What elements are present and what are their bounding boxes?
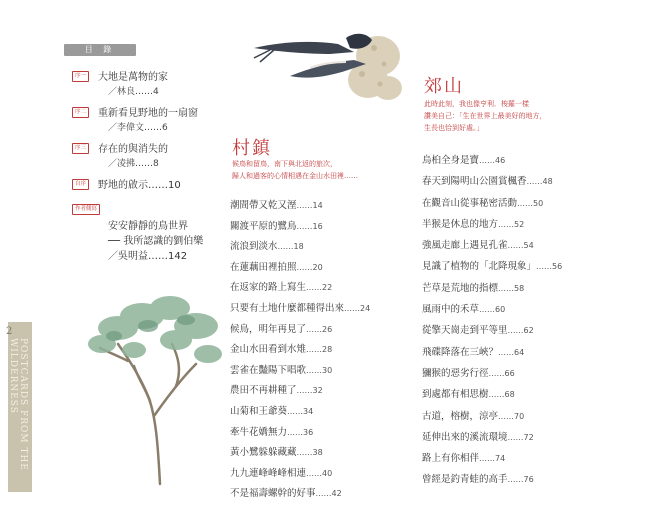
- chapter-page: ……18: [277, 242, 304, 252]
- entry-page: ……6: [144, 123, 168, 133]
- toc-entry[interactable]: [72, 142, 232, 171]
- section-subtitle-line: 候鳥和留鳥，南下與北返的旅次，: [232, 160, 337, 168]
- chapter-title: 到處都有相思樹: [422, 389, 489, 401]
- chapter-title: 九九連峰峰峰相連: [230, 467, 307, 479]
- chapter-item[interactable]: [230, 237, 430, 258]
- village-chapter-list: [230, 196, 430, 505]
- entry-title: 野地的啟示: [98, 180, 148, 191]
- chapter-title: 風雨中的禾草: [422, 304, 480, 316]
- chapter-item[interactable]: [230, 340, 430, 361]
- chapter-item[interactable]: [230, 278, 430, 299]
- spine-title: POSTCARDS FROM THE WILDERNESS: [8, 338, 28, 471]
- chapter-item[interactable]: [422, 363, 622, 384]
- chapter-item[interactable]: [230, 196, 430, 217]
- chapter-page: ……68: [488, 390, 515, 400]
- chapter-title: 在返家的路上寫生: [230, 282, 307, 294]
- toc-label: 目 錄: [64, 44, 136, 56]
- chapter-page: ……14: [296, 201, 323, 210]
- chapter-item[interactable]: [422, 384, 622, 405]
- chapter-page: ……20: [296, 262, 323, 272]
- chapter-title: 潮間帶又乾又溼: [230, 200, 297, 211]
- chapter-item[interactable]: [422, 235, 622, 256]
- chapter-item[interactable]: [230, 217, 430, 238]
- chapter-title: 獼猴的惡劣行徑: [422, 367, 489, 379]
- section-title-suburban-hills: 郊山: [424, 76, 464, 97]
- chapter-title: 強風走廊上遇見孔雀: [422, 240, 508, 252]
- toc-entry[interactable]: [72, 178, 232, 193]
- toc-entry[interactable]: [72, 203, 232, 264]
- chapter-item[interactable]: [230, 258, 430, 279]
- entry-title: 重新看見野地的一扇窗: [98, 108, 198, 119]
- section-subtitle-line: 此時此刻，我也像亨利．梭羅一樣: [424, 100, 529, 108]
- chapter-item[interactable]: [422, 214, 622, 235]
- chapter-item[interactable]: [230, 484, 430, 505]
- chapter-title: 芒草是荒地的指標: [422, 282, 499, 294]
- chapter-page: ……64: [498, 347, 525, 357]
- chapter-page: ……74: [479, 454, 506, 464]
- section-subtitle-line: 生長也恰到好處。」: [424, 124, 484, 132]
- chapter-item[interactable]: [422, 448, 622, 469]
- entry-author-line: [108, 121, 232, 135]
- entry-page: ……10: [148, 180, 181, 191]
- chapter-title: 黃小鷺躲躲藏藏: [230, 447, 297, 459]
- chapter-title: 不是福壽螺幹的好事: [230, 488, 316, 500]
- chapter-item[interactable]: [230, 381, 430, 402]
- chapter-title: 飛碟降落在三峽？: [422, 346, 499, 358]
- chapter-item[interactable]: [422, 150, 622, 171]
- entry-title: 安安靜靜的鳥世界: [108, 221, 188, 232]
- section-subtitle-line: 讚美自己：「生在世界上最美好的地方，: [424, 112, 547, 120]
- chapter-page: ……62: [507, 326, 534, 336]
- chapter-item[interactable]: [230, 320, 430, 341]
- chapter-item[interactable]: [230, 402, 430, 423]
- chapter-title: 路上有你相伴: [422, 453, 480, 465]
- section-subtitle-line: 歸人和過客的心情相遇在金山水田裡……: [232, 172, 358, 180]
- entry-page: ……142: [148, 251, 188, 262]
- chapter-title: 延伸出來的溪流環境: [422, 431, 508, 443]
- chapter-page: ……52: [498, 219, 525, 229]
- chapter-title: 候鳥，明年再見了: [230, 323, 307, 335]
- chapter-item[interactable]: [230, 299, 430, 320]
- chapter-title: 從擎天崗走到平等里: [422, 325, 508, 337]
- chapter-title: 關渡平原的鷺鳥: [230, 220, 297, 232]
- chapter-item[interactable]: [422, 406, 622, 427]
- chapter-page: ……28: [306, 345, 333, 355]
- chapter-item[interactable]: [422, 299, 622, 320]
- chapter-page: ……36: [287, 427, 314, 437]
- chapter-page: ……26: [306, 324, 333, 334]
- chapter-page: ……48: [526, 177, 553, 187]
- entry-title: 存在的與消失的: [98, 144, 168, 155]
- chapter-title: 古道，榕樹，涼亭: [422, 410, 499, 422]
- chapter-item[interactable]: [422, 278, 622, 299]
- chapter-page: ……32: [296, 386, 323, 396]
- hills-chapter-list: [422, 150, 622, 491]
- entry-tag: 自序: [72, 179, 89, 190]
- swallow-illustration: [250, 18, 410, 108]
- page-number: 2: [6, 326, 13, 337]
- entry-author-line: [108, 249, 232, 264]
- entry-author: ／李偉文: [108, 123, 145, 133]
- chapter-item[interactable]: [422, 256, 622, 277]
- chapter-page: ……42: [315, 489, 342, 499]
- chapter-item[interactable]: [422, 320, 622, 341]
- chapter-page: ……46: [479, 156, 506, 165]
- section-title-village: 村鎮: [232, 138, 272, 159]
- chapter-item[interactable]: [230, 464, 430, 485]
- chapter-page: ……34: [287, 406, 314, 416]
- chapter-title: 流浪到淡水: [230, 241, 278, 253]
- entry-author: ／林良: [108, 87, 136, 97]
- chapter-page: ……58: [498, 283, 525, 293]
- chapter-page: ……24: [344, 303, 371, 313]
- chapter-title: 春天到陽明山公園賞楓香: [422, 176, 527, 188]
- chapter-item[interactable]: [422, 342, 622, 363]
- preface-list: [72, 70, 232, 271]
- chapter-page: ……50: [517, 198, 544, 208]
- entry-tag: 作者側寫: [72, 204, 100, 215]
- chapter-page: ……54: [507, 241, 534, 251]
- chapter-item[interactable]: [422, 193, 622, 214]
- chapter-page: ……66: [488, 368, 515, 378]
- tree-illustration: [78, 286, 228, 486]
- chapter-page: ……16: [296, 221, 323, 231]
- chapter-item[interactable]: [422, 469, 622, 490]
- entry-title-line: [98, 178, 232, 193]
- chapter-page: ……60: [479, 305, 506, 315]
- chapter-title: 曾經是釣青蛙的高手: [422, 474, 508, 486]
- chapter-title: 烏桕全身是寶: [422, 155, 480, 166]
- chapter-page: ……38: [296, 448, 323, 458]
- entry-page: ……8: [135, 159, 159, 169]
- chapter-item[interactable]: [230, 361, 430, 382]
- chapter-page: ……72: [507, 432, 534, 442]
- toc-entry[interactable]: [72, 70, 232, 99]
- section-subtitle: [232, 158, 358, 182]
- entry-subtitle: ── 我所認識的劉伯樂: [108, 236, 204, 247]
- entry-page: ……4: [135, 87, 159, 97]
- entry-tag: 序二: [72, 107, 89, 118]
- entry-author-line: [108, 85, 232, 99]
- chapter-title: 農田不再耕種了: [230, 385, 297, 397]
- chapter-page: ……30: [306, 365, 333, 375]
- entry-tag: 序三: [72, 143, 89, 154]
- chapter-page: ……70: [498, 411, 525, 421]
- entry-author: ／凌拂: [108, 159, 136, 169]
- toc-entry[interactable]: [72, 106, 232, 135]
- chapter-title: 山菊和王爺葵: [230, 405, 288, 417]
- chapter-title: 牽牛花嬌無力: [230, 426, 288, 438]
- chapter-item[interactable]: [230, 443, 430, 464]
- chapter-page: ……22: [306, 283, 333, 293]
- chapter-title: 在蓮藕田裡拍照: [230, 261, 297, 273]
- entry-title: 大地是萬物的家: [98, 72, 168, 83]
- chapter-item[interactable]: [422, 427, 622, 448]
- entry-author-line: [108, 157, 232, 171]
- chapter-title: 在觀音山從事秘密活動: [422, 197, 518, 209]
- entry-tag: 序一: [72, 71, 89, 82]
- chapter-page: ……76: [507, 475, 534, 485]
- chapter-title: 金山水田看到水雉: [230, 344, 307, 356]
- chapter-title: 半猴是休息的地方: [422, 218, 499, 230]
- chapter-item[interactable]: [422, 171, 622, 192]
- section-subtitle: [424, 98, 547, 134]
- chapter-page: ……56: [536, 262, 563, 272]
- chapter-title: 雲雀在豔陽下唱歌: [230, 364, 307, 376]
- chapter-title: 只要有土地什麼都種得出來: [230, 302, 345, 314]
- chapter-page: ……40: [306, 468, 333, 478]
- entry-author: ／吳明益: [108, 251, 148, 262]
- chapter-title: 見識了植物的「北降現象」: [422, 261, 537, 273]
- chapter-item[interactable]: [230, 423, 430, 444]
